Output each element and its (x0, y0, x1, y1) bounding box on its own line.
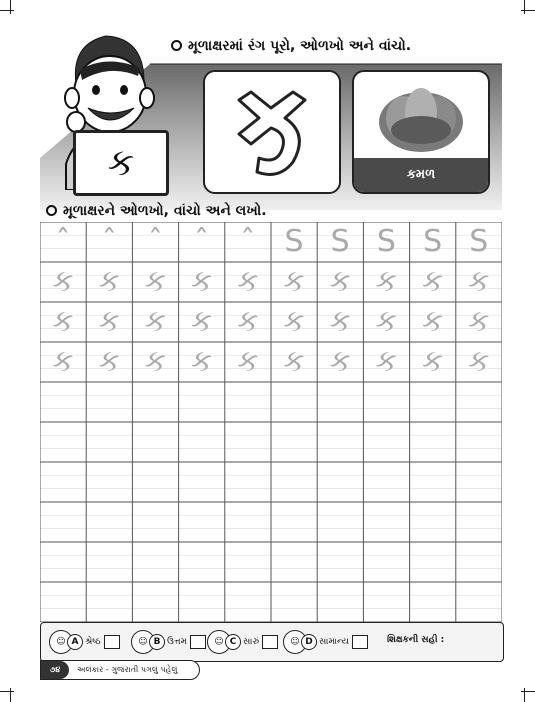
grade-b (131, 630, 206, 654)
grade-letter: B (149, 634, 165, 650)
grade-checkbox[interactable] (352, 635, 368, 649)
tracing-letter: ક (98, 304, 120, 339)
tracing-letter: ક (283, 344, 305, 379)
tracing-letter: S (469, 224, 489, 259)
grade-letter: C (225, 634, 241, 650)
outlined-letter (205, 72, 339, 192)
tracing-letter: ક (52, 344, 74, 379)
tracing-letter: ક (375, 304, 397, 339)
grading-footer (40, 622, 504, 662)
tracing-letter: ક (191, 344, 213, 379)
tracing-letter: ક (237, 264, 259, 299)
tracing-letter: ક (422, 264, 444, 299)
teacher-signature-label: શિક્ષકની સહી : (387, 635, 445, 645)
crop-mark (521, 691, 535, 692)
grade-label: સામાન્ય (319, 637, 349, 647)
tracing-letter: ક (237, 344, 259, 379)
grade-checkbox[interactable] (262, 635, 278, 649)
tracing-letter: ક (144, 264, 166, 299)
grade-checkbox[interactable] (104, 635, 120, 649)
instruction-title: મૂળાક્ષરમાં રંગ પૂરો, ઓળખો અને વાંચો. (171, 38, 411, 54)
tracing-letter: ક (52, 304, 74, 339)
tracing-letter: ક (375, 344, 397, 379)
board-letter: ક (73, 130, 169, 196)
tracing-letter: ક (422, 344, 444, 379)
tracing-letter: ˆ (55, 224, 71, 259)
tracing-letter: ક (191, 264, 213, 299)
tracing-letter: S (423, 224, 443, 259)
tracing-letter: ક (468, 344, 490, 379)
tracing-letter: S (284, 224, 304, 259)
smiley-icon: ☺ (207, 630, 231, 654)
tracing-letter: ˆ (101, 224, 117, 259)
tracing-letter: ક (375, 264, 397, 299)
tracing-letter: ક (468, 264, 490, 299)
smiley-icon: ☺ (131, 630, 155, 654)
crop-mark (524, 0, 525, 14)
page-number: ૭૪ (41, 661, 69, 679)
tracing-letter: ક (329, 264, 351, 299)
grade-label: ઉત્તમ (167, 637, 188, 647)
crop-mark (10, 0, 11, 14)
tracing-letter: ક (422, 304, 444, 339)
bullet-icon (46, 205, 57, 216)
tracing-letter: ˆ (194, 224, 210, 259)
letter-card (203, 70, 341, 194)
tracing-letter: ક (144, 344, 166, 379)
tracing-letter: ˆ (147, 224, 163, 259)
grade-label: સારું (243, 637, 260, 647)
grade-c (207, 630, 278, 654)
tracing-letter: S (330, 224, 350, 259)
word-label: કમળ (354, 158, 488, 192)
grade-letter: D (301, 634, 317, 650)
grade-label: શ્રેષ્ઠ (85, 637, 101, 647)
smiley-icon: ☺ (49, 630, 73, 654)
grade-a (49, 630, 120, 654)
tracing-letter: S (376, 224, 396, 259)
tracing-letter: ક (283, 264, 305, 299)
page-footer-tab (40, 660, 200, 680)
tracing-letter: ક (52, 264, 74, 299)
tracing-letter: ક (283, 304, 305, 339)
tracing-letter: ક (191, 304, 213, 339)
tracing-letter: ˆ (240, 224, 256, 259)
tracing-letter: ક (98, 344, 120, 379)
book-title: અલંકાર - ગુજરાતી પગલું પહેલું (77, 665, 178, 674)
lotus-card (352, 70, 490, 194)
section-title: મૂળાક્ષરને ઓળખો, વાંચો અને લખો. (46, 203, 267, 219)
crop-mark (0, 691, 14, 692)
lotus-icon (354, 72, 488, 162)
tracing-letter: ક (468, 304, 490, 339)
tracing-letter: ક (329, 304, 351, 339)
grade-d (283, 630, 368, 654)
tracing-letter: ક (144, 304, 166, 339)
crop-mark (0, 10, 14, 11)
tracing-letter: ક (98, 264, 120, 299)
grade-checkbox[interactable] (190, 635, 206, 649)
grade-letter: A (67, 634, 83, 650)
tracing-letter: ક (329, 344, 351, 379)
tracing-letter: ક (237, 304, 259, 339)
smiley-icon: ☺ (283, 630, 307, 654)
crop-mark (521, 10, 535, 11)
